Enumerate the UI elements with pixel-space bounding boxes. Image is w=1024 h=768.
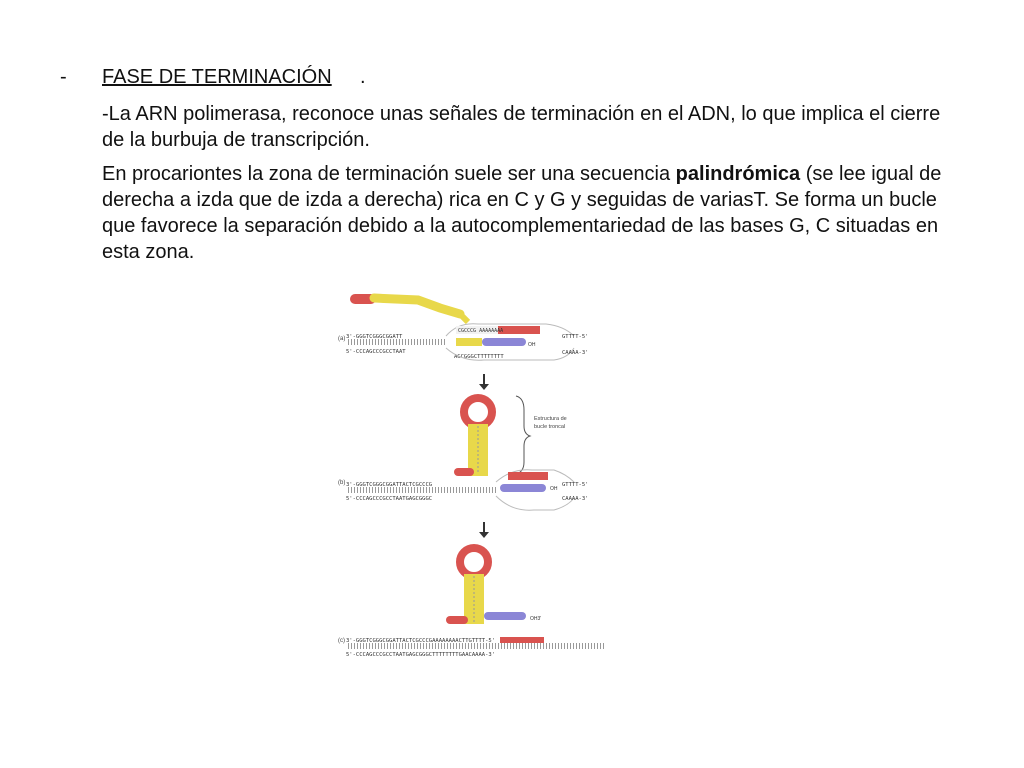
right-b-bottom: CAAAA-3' <box>562 496 589 502</box>
top-strand-a: 3'-GGGTCGGGCGGATT <box>346 334 403 340</box>
stem-loop-caption-2: bucle troncal <box>534 424 566 430</box>
paragraph-palindromic <box>102 161 942 265</box>
panel-c-label: (c) <box>338 638 345 644</box>
bubble-rna-a: CGCCCG AAAAAAAA <box>458 328 504 334</box>
lower-right-a: CAAAA-3' <box>562 350 589 356</box>
bullet-dash: - <box>60 66 67 88</box>
bottom-strand-b: 5'-CCCAGCCCGCCTAATGAGCGGGC <box>346 496 433 502</box>
bottom-strand-a: 5'-CCCAGCCCGCCTAAT <box>346 349 406 355</box>
oh-label-b: OH <box>550 486 558 492</box>
bottom-strand-c: 5'-CCCAGCCCGCCTAATGAGCGGGCTTTTTTTTGAACAAAA-3' <box>346 652 496 658</box>
paragraph2-text-start: En procariontes la zona de terminación suele ser una secuencia <box>102 163 676 185</box>
heading-period: . <box>360 66 366 88</box>
section-heading: FASE DE TERMINACIÓN <box>102 66 332 88</box>
paragraph2-text-end: (se lee igual de derecha a izda que de izda a derecha) rica en C y G y seguidas de variasT. Se forma un bucle que favorece la separación debido a la autocomplementariedad de las bases G, C situadas en esta zona. <box>102 163 942 263</box>
termination-diagram <box>328 286 620 672</box>
panel-a-label: (a) <box>338 336 346 342</box>
top-strand-b: 3'-GGGTCGGGCGGATTACTCGCCCG <box>346 482 433 488</box>
oh-label-a: OH <box>528 342 536 348</box>
panel-b-label: (b) <box>338 480 346 486</box>
right-b-top: GTTTT-5' <box>562 482 589 488</box>
bottom-strand-a-tail: AGCGGGCTTTTTTTT <box>454 354 504 360</box>
paragraph-polymerase: -La ARN polimerasa, reconoce unas señales de terminación en el ADN, lo que implica el cierre de la burbuja de transcripción. <box>102 103 941 151</box>
palindromic-term: palindrómica <box>675 163 801 185</box>
top-strand-c: 3'-GGGTCGGGCGGATTACTCGCCCGAAAAAAAACTTGTTTT-5' <box>346 638 496 644</box>
termination-diagram-svg <box>328 286 620 672</box>
oh-label-c: OH3' <box>530 616 542 622</box>
upper-right-a: GTTTT-5' <box>562 334 589 340</box>
stem-loop-caption-1: Estructura de <box>534 416 567 422</box>
